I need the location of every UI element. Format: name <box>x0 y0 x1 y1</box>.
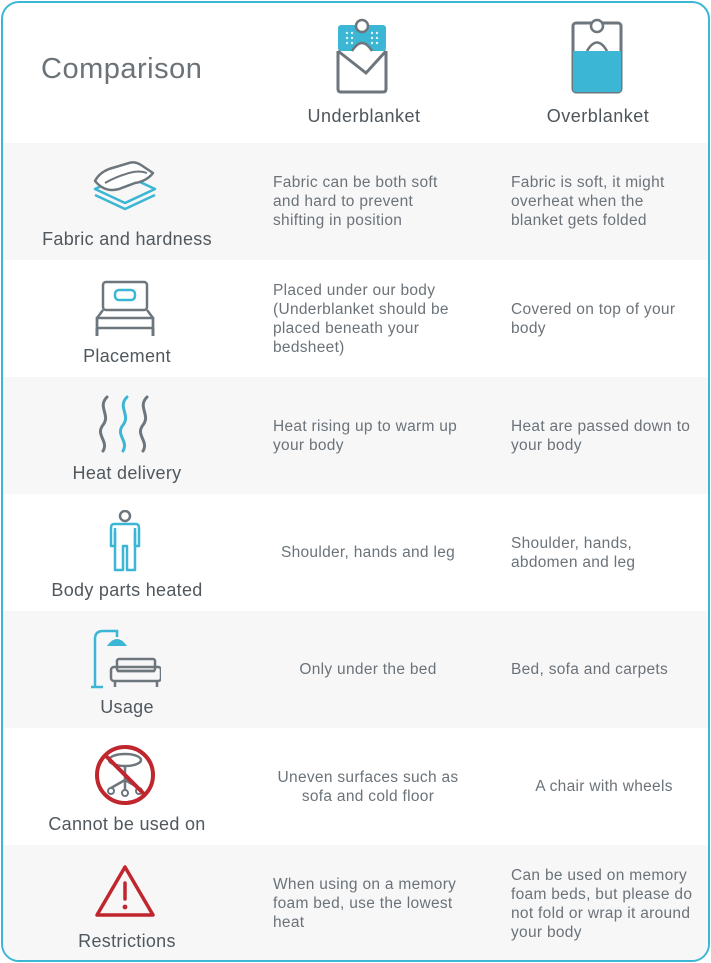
underblanket-usage-cell: Only under the bed <box>299 661 437 678</box>
row-label-fabric: Fabric and hardness <box>42 229 212 249</box>
comparison-row-body <box>3 494 708 611</box>
overblanket-heat-cell: Heat are passed down to your body <box>511 417 691 454</box>
heat-waves-icon <box>89 393 161 455</box>
row-label-usage: Usage <box>100 697 154 717</box>
column-header-overblanket: Overblanket <box>546 106 650 126</box>
row-label-cannot: Cannot be used on <box>48 814 206 834</box>
underblanket-heat-cell: Heat rising up to warm up your body <box>273 417 458 454</box>
row-label-heat: Heat delivery <box>72 463 182 483</box>
overblanket-restrictions-cell: Can be used on memory foam beds, but please do not fold or wrap it around your body <box>511 866 693 941</box>
underblanket-placement-cell: Placed under our body (Underblanket should be placed beneath your bedsheet) <box>273 281 449 356</box>
underblanket-fabric-cell: Fabric can be both soft and hard to prevent shifting in position <box>273 174 438 229</box>
comparison-row-restrictions <box>3 845 708 962</box>
overblanket-usage-cell: Bed, sofa and carpets <box>511 661 669 678</box>
warning-triangle-icon <box>89 861 161 923</box>
underblanket-restrictions-cell: When using on a memory foam bed, use the lowest heat <box>273 876 457 931</box>
row-label-body: Body parts heated <box>51 580 203 600</box>
overblanket-icon <box>568 17 626 95</box>
comparison-row-placement <box>3 260 708 377</box>
comparison-header <box>3 3 708 143</box>
underblanket-icon <box>333 17 391 95</box>
overblanket-placement-cell: Covered on top of your body <box>511 300 676 337</box>
bed-icon <box>89 276 161 338</box>
comparison-row-usage <box>3 611 708 728</box>
fabric-layers-icon <box>89 159 161 221</box>
page-title: Comparison <box>41 53 203 85</box>
overblanket-cannot-cell: A chair with wheels <box>535 778 673 795</box>
comparison-row-heat <box>3 377 708 494</box>
underblanket-body-cell: Shoulder, hands and leg <box>280 544 456 561</box>
lamp-sofa-icon <box>89 627 161 689</box>
person-icon <box>89 510 161 572</box>
column-header-underblanket: Underblanket <box>307 106 421 126</box>
no-wheeled-chair-icon <box>89 744 161 806</box>
comparison-row-cannot <box>3 728 708 845</box>
comparison-card <box>1 1 710 962</box>
row-label-placement: Placement <box>83 346 171 366</box>
overblanket-body-cell: Shoulder, hands, abdomen and leg <box>511 534 636 571</box>
overblanket-fabric-cell: Fabric is soft, it might overheat when the blanket gets folded <box>511 174 665 229</box>
underblanket-cannot-cell: Uneven surfaces such as sofa and cold floor <box>277 768 459 805</box>
comparison-row-fabric <box>3 143 708 260</box>
row-label-restrictions: Restrictions <box>78 931 176 951</box>
